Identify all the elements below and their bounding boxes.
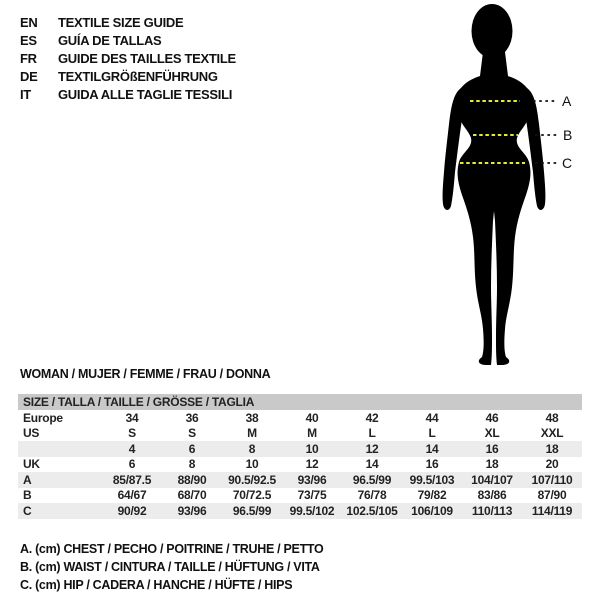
lang-label: GUÍA DE TALLAS: [58, 32, 162, 48]
cell: XXL: [540, 426, 564, 441]
cell: 102.5/105: [342, 503, 402, 519]
lang-row-en: [20, 13, 236, 31]
lang-label: TEXTILE SIZE GUIDE: [58, 14, 184, 30]
legend-line-chest: A. (cm) CHEST / PECHO / POITRINE / TRUHE / PETTO: [20, 542, 324, 556]
section-title-woman: WOMAN / MUJER / FEMME / FRAU / DONNA: [20, 367, 271, 381]
cell: 96.5/99: [342, 472, 402, 488]
cell: 12: [342, 441, 402, 457]
cell: S: [128, 426, 136, 441]
cell: 42: [365, 410, 379, 425]
cell: 99.5/102: [282, 503, 342, 519]
cell: 73/75: [297, 488, 327, 503]
cell: 90.5/92.5: [222, 472, 282, 488]
cell: 110/113: [462, 503, 522, 519]
cell: 4: [102, 441, 162, 457]
lang-row-es: [20, 31, 236, 49]
lang-code: IT: [20, 86, 31, 102]
cell: 34: [125, 410, 139, 425]
woman-silhouette-icon: [443, 4, 546, 365]
size-table: [18, 394, 582, 519]
row-label: Europe: [23, 410, 63, 425]
cell: 8: [188, 457, 196, 472]
lang-label: GUIDE DES TAILLES TEXTILE: [58, 50, 236, 66]
cell: 79/82: [417, 488, 447, 503]
row-label: B: [23, 488, 32, 503]
cell: 48: [545, 410, 559, 425]
cell: 76/78: [357, 488, 387, 503]
table-row-us: [18, 426, 582, 442]
cell: M: [247, 426, 257, 441]
lang-code: DE: [20, 68, 38, 84]
lang-row-fr: [20, 49, 236, 67]
marker-label-a: A: [562, 93, 572, 109]
cell: 38: [245, 410, 259, 425]
cell: 70/72.5: [232, 488, 272, 503]
table-row-us-numeric: [18, 441, 582, 457]
cell: 12: [305, 457, 319, 472]
cell: 107/110: [522, 472, 582, 488]
size-table-header-row: [18, 394, 582, 410]
table-row-chest-a: [18, 472, 582, 488]
cell: XL: [484, 426, 500, 441]
cell: 10: [282, 441, 342, 457]
lang-code: ES: [20, 32, 37, 48]
row-label: UK: [23, 457, 40, 472]
lang-code: EN: [20, 14, 38, 30]
row-label: A: [18, 472, 102, 488]
cell: 64/67: [117, 488, 147, 503]
cell: 68/70: [177, 488, 207, 503]
cell: 40: [305, 410, 319, 425]
table-row-waist-b: [18, 488, 582, 504]
cell: 85/87.5: [102, 472, 162, 488]
legend-line-hip: C. (cm) HIP / CADERA / HANCHE / HÜFTE / HIPS: [20, 578, 293, 592]
lang-row-it: [20, 85, 236, 103]
lang-code: FR: [20, 50, 37, 66]
lang-row-de: [20, 67, 236, 85]
cell: 36: [185, 410, 199, 425]
lang-label: TEXTILGRÖßENFÜHRUNG: [58, 68, 218, 84]
cell: 6: [128, 457, 136, 472]
cell: 20: [545, 457, 559, 472]
lang-label: GUIDA ALLE TAGLIE TESSILI: [58, 86, 233, 102]
cell: M: [307, 426, 317, 441]
marker-label-b: B: [563, 127, 573, 143]
cell: 10: [245, 457, 259, 472]
cell: L: [368, 426, 376, 441]
cell: 87/90: [537, 488, 567, 503]
cell: 16: [462, 441, 522, 457]
woman-silhouette-figure: [398, 0, 600, 375]
cell: 18: [522, 441, 582, 457]
cell: 44: [425, 410, 439, 425]
cell: S: [188, 426, 196, 441]
marker-label-c: C: [562, 155, 573, 171]
cell: 93/96: [162, 503, 222, 519]
row-label: US: [23, 426, 40, 441]
cell: 104/107: [462, 472, 522, 488]
cell: 6: [162, 441, 222, 457]
cell: 88/90: [162, 472, 222, 488]
cell: L: [428, 426, 436, 441]
size-table-header: SIZE / TALLA / TAILLE / GRÖSSE / TAGLIA: [18, 394, 582, 410]
row-label: C: [18, 503, 102, 519]
cell: 99.5/103: [402, 472, 462, 488]
measurement-legend: [20, 540, 323, 594]
cell: 114/119: [522, 503, 582, 519]
cell: 16: [425, 457, 439, 472]
cell: 14: [402, 441, 462, 457]
cell: 106/109: [402, 503, 462, 519]
legend-line-waist: B. (cm) WAIST / CINTURA / TAILLE / HÜFTUNG / VITA: [20, 560, 320, 574]
cell: 46: [485, 410, 499, 425]
cell: 18: [485, 457, 499, 472]
cell: 96.5/99: [222, 503, 282, 519]
table-row-europe: [18, 410, 582, 426]
cell: 8: [222, 441, 282, 457]
cell: 93/96: [282, 472, 342, 488]
language-title-block: [20, 13, 236, 103]
cell: 83/86: [477, 488, 507, 503]
row-label: [18, 441, 102, 457]
cell: 90/92: [102, 503, 162, 519]
table-row-hip-c: [18, 503, 582, 519]
cell: 14: [365, 457, 379, 472]
table-row-uk: [18, 457, 582, 473]
